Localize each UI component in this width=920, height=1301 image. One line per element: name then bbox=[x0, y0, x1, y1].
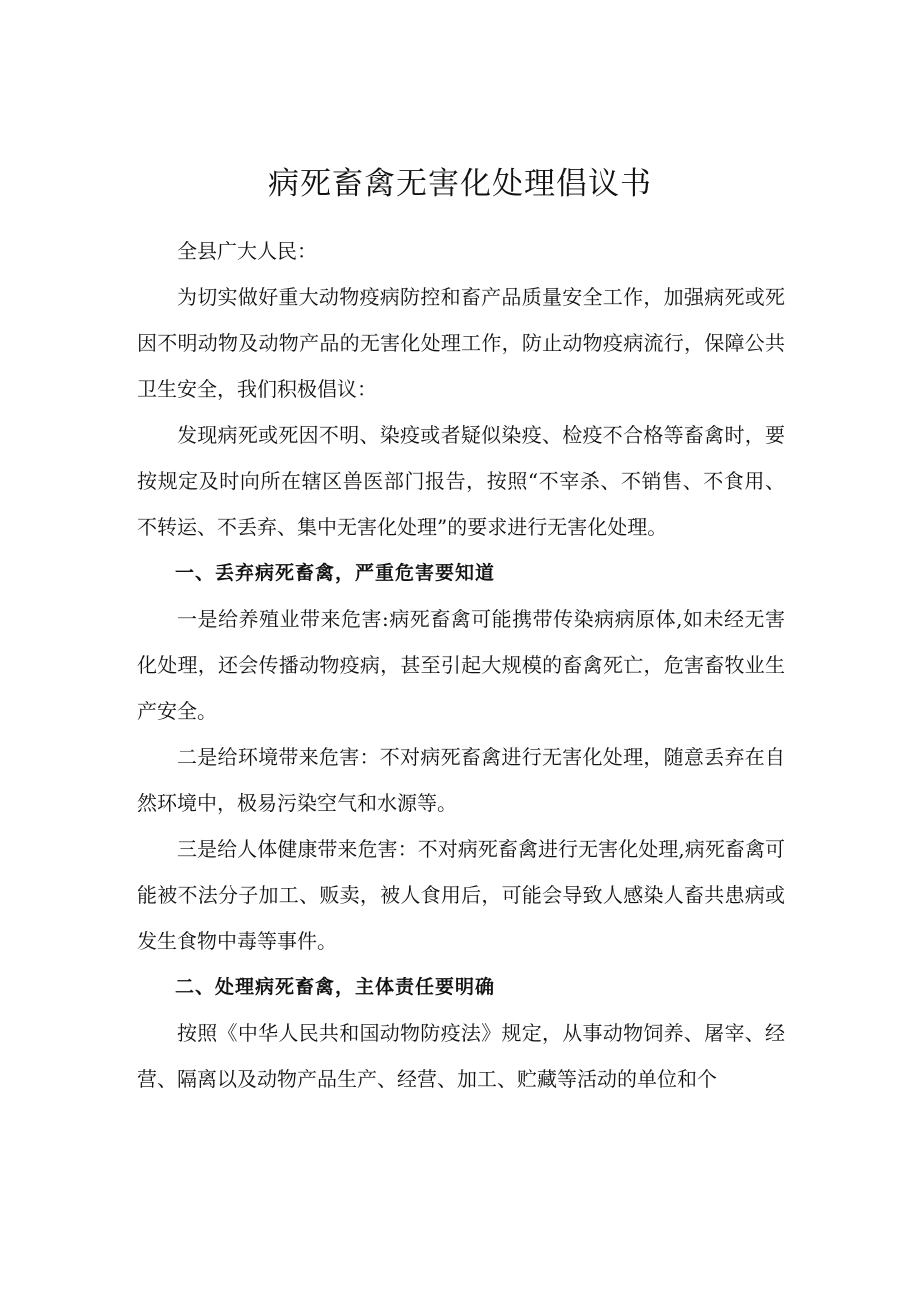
document-body bbox=[137, 228, 785, 1102]
section-heading-hazards: 一、丢弃病死畜禽，严重危害要知道 bbox=[175, 562, 496, 584]
paragraph-intro: 为切实做好重大动物疫病防控和畜产品质量安全工作，加强病死或死因不明动物及动物产品的无害化处理工作，防止动物疫病流行，保障公共卫生安全，我们积极倡议： bbox=[137, 285, 785, 401]
paragraph-report: 发现病死或死因不明、染疫或者疑似染疫、检疫不合格等畜禽时，要按规定及时向所在辖区兽医部门报告，按照“不宰杀、不销售、不食用、不转运、不丢弃、集中无害化处理”的要求进行无害化处理。 bbox=[137, 423, 785, 539]
section-heading-responsibility: 二、处理病死畜禽，主体责任要明确 bbox=[175, 976, 496, 998]
salutation: 全县广大人民： bbox=[177, 239, 317, 263]
document-title: 病死畜禽无害化处理倡议书 bbox=[268, 166, 652, 202]
hazard-item-health: 三是给人体健康带来危害：不对病死畜禽进行无害化处理,病死畜禽可能被不法分子加工、贩卖，被人食用后，可能会导致人感染人畜共患病或发生食物中毒等事件。 bbox=[137, 837, 785, 953]
hazard-item-farming: 一是给养殖业带来危害:病死畜禽可能携带传染病病原体,如未经无害化处理，还会传播动物疫病，甚至引起大规模的畜禽死亡，危害畜牧业生产安全。 bbox=[137, 607, 785, 723]
responsibility-paragraph: 按照《中华人民共和国动物防疫法》规定，从事动物饲养、屠宰、经营、隔离以及动物产品生产、经营、加工、贮藏等活动的单位和个 bbox=[137, 1021, 785, 1091]
hazard-item-environment: 二是给环境带来危害：不对病死畜禽进行无害化处理，随意丢弃在自然环境中，极易污染空气和水源等。 bbox=[137, 745, 785, 815]
